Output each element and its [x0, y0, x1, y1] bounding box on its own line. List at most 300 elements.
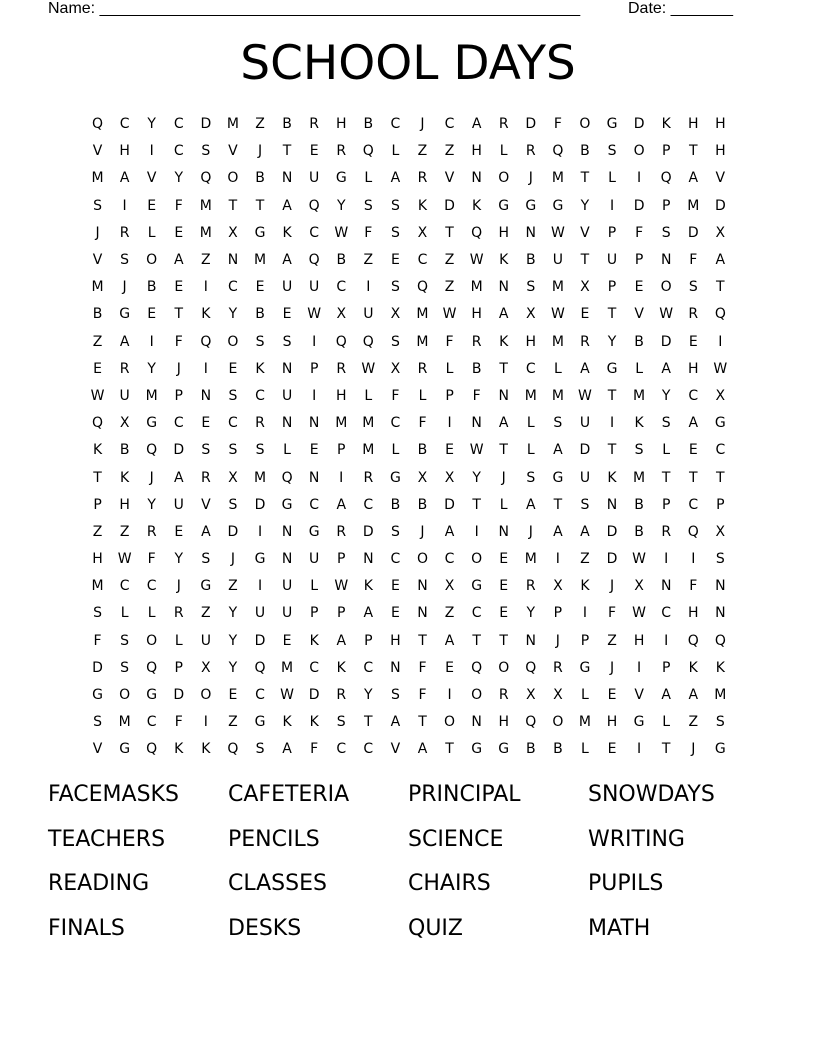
grid-letter: A [282, 197, 292, 214]
grid-letter: Y [472, 469, 481, 486]
grid-letter: X [525, 687, 536, 704]
grid-letter: C [390, 415, 401, 432]
grid-letter: S [201, 442, 211, 459]
grid-letter: A [526, 496, 536, 513]
grid-letter: Q [254, 659, 266, 676]
grid-row [84, 600, 734, 627]
word-bank-item: CAFETERIA [228, 782, 350, 807]
grid-letter: Z [92, 523, 103, 540]
grid-letter: K [607, 469, 617, 486]
grid-letter: Y [147, 496, 156, 513]
grid-letter: N [471, 415, 482, 432]
grid-letter: I [637, 170, 642, 187]
grid-letter: B [92, 306, 103, 323]
grid-letter: M [253, 252, 267, 269]
word-bank-item: WRITING [588, 826, 685, 852]
grid-letter: W [550, 306, 565, 323]
grid-letter: G [146, 687, 158, 704]
grid-letter: T [418, 632, 427, 649]
grid-letter: T [174, 306, 184, 323]
grid-letter: A [282, 252, 292, 269]
grid-letter: B [417, 496, 428, 513]
grid-letter: O [416, 551, 428, 568]
grid-letter: A [553, 523, 563, 540]
grid-letter: M [145, 387, 158, 404]
name-field-label: Name: ______________________________________________________ [48, 0, 581, 17]
grid-letter: D [579, 442, 591, 459]
grid-letter: Y [526, 605, 536, 622]
grid-letter: A [553, 442, 563, 459]
grid-letter: N [390, 659, 401, 676]
grid-letter: Z [363, 252, 374, 269]
grid-letter: U [281, 279, 293, 296]
grid-letter: Z [92, 333, 103, 350]
word-bank-item: TEACHERS [48, 826, 166, 852]
grid-letter: E [499, 551, 509, 568]
grid-letter: S [255, 741, 265, 758]
grid-letter: Z [444, 279, 455, 296]
grid-letter: W [469, 252, 484, 269]
grid-letter: F [391, 387, 400, 404]
grid-letter: L [418, 387, 427, 404]
grid-letter: M [91, 279, 104, 296]
grid-letter: K [417, 197, 428, 214]
grid-letter: Z [417, 143, 428, 160]
grid-letter: W [90, 387, 105, 404]
grid-letter: M [633, 469, 646, 486]
grid-letter: C [688, 496, 699, 513]
grid-letter: E [634, 279, 644, 296]
grid-letter: F [418, 659, 427, 676]
grid-letter: G [498, 741, 510, 758]
grid-letter: R [417, 170, 428, 187]
grid-letter: E [309, 442, 319, 459]
grid-letter: K [472, 197, 482, 214]
grid-letter: T [499, 632, 508, 649]
grid-letter: C [309, 496, 320, 513]
grid-letter: V [228, 143, 238, 160]
grid-letter: S [607, 143, 617, 160]
grid-letter: T [607, 387, 617, 404]
grid-letter: X [228, 469, 238, 486]
grid-letter: O [444, 714, 456, 731]
grid-letter: M [281, 659, 294, 676]
grid-letter: G [335, 170, 347, 187]
grid-letter: M [551, 279, 564, 296]
grid-letter: T [228, 197, 238, 214]
grid-letter: B [634, 496, 644, 513]
grid-letter: P [661, 143, 671, 160]
grid-letter: R [336, 143, 347, 160]
grid-row [84, 437, 734, 464]
grid-letter: P [337, 442, 346, 459]
grid-letter: Y [661, 387, 671, 404]
grid-letter: N [417, 578, 428, 595]
grid-letter: Q [714, 632, 726, 649]
word-bank [48, 778, 768, 956]
grid-letter: Y [174, 170, 184, 187]
grid-letter: V [92, 143, 103, 160]
grid-letter: T [445, 224, 454, 241]
word-search-grid [84, 111, 734, 764]
grid-letter: Z [688, 714, 699, 731]
grid-letter: P [661, 659, 671, 676]
grid-letter: K [580, 578, 590, 595]
grid-letter: I [664, 551, 669, 568]
grid-letter: Q [525, 659, 537, 676]
grid-letter: C [363, 741, 374, 758]
grid-letter: H [471, 143, 482, 160]
grid-letter: I [203, 360, 208, 377]
grid-letter: A [688, 170, 699, 187]
grid-row [84, 193, 734, 220]
grid-letter: S [336, 714, 346, 731]
grid-letter: A [390, 170, 401, 187]
grid-letter: R [471, 333, 482, 350]
grid-letter: A [661, 360, 671, 377]
grid-letter: B [471, 360, 482, 377]
grid-letter: Q [660, 170, 672, 187]
grid-letter: G [119, 306, 131, 323]
grid-letter: A [336, 496, 347, 513]
grid-letter: A [498, 306, 509, 323]
grid-letter: C [661, 605, 672, 622]
grid-letter: K [282, 224, 292, 241]
grid-letter: A [688, 415, 699, 432]
grid-letter: M [524, 551, 537, 568]
grid-letter: M [91, 170, 104, 187]
grid-letter: U [281, 578, 293, 595]
grid-letter: O [227, 333, 239, 350]
grid-letter: U [552, 252, 563, 269]
grid-letter: D [200, 116, 212, 133]
grid-letter: V [390, 741, 401, 758]
grid-letter: K [201, 741, 211, 758]
grid-letter: U [254, 605, 266, 622]
grid-letter: L [147, 605, 156, 622]
grid-letter: A [201, 523, 211, 540]
grid-letter: E [174, 523, 184, 540]
grid-letter: X [553, 578, 563, 595]
header-line [48, 0, 748, 20]
grid-letter: T [282, 143, 292, 160]
grid-letter: K [715, 659, 725, 676]
grid-letter: X [444, 578, 455, 595]
grid-letter: N [660, 252, 672, 269]
grid-letter: Y [228, 605, 238, 622]
grid-letter: D [606, 551, 618, 568]
grid-letter: G [606, 116, 618, 133]
grid-letter: Y [147, 360, 156, 377]
grid-letter: B [525, 741, 536, 758]
grid-letter: L [553, 360, 562, 377]
grid-letter: G [254, 714, 266, 731]
grid-letter: Q [471, 224, 483, 241]
grid-letter: I [149, 143, 154, 160]
grid-letter: Q [146, 659, 158, 676]
grid-letter: C [336, 741, 347, 758]
grid-letter: E [390, 605, 400, 622]
grid-letter: M [362, 442, 375, 459]
grid-letter: E [688, 442, 698, 459]
grid-letter: H [119, 143, 130, 160]
grid-letter: X [119, 415, 130, 432]
grid-letter: T [607, 442, 617, 459]
grid-letter: M [551, 333, 564, 350]
grid-letter: L [147, 224, 156, 241]
page-title: SCHOOL DAYS [240, 36, 576, 91]
grid-letter: D [633, 116, 645, 133]
grid-letter: L [526, 442, 535, 459]
grid-letter: E [228, 360, 238, 377]
grid-letter: K [499, 252, 509, 269]
grid-letter: C [715, 442, 726, 459]
grid-row [84, 356, 734, 383]
grid-letter: S [228, 387, 238, 404]
grid-letter: L [581, 741, 589, 758]
grid-letter: N [525, 632, 537, 649]
grid-letter: D [633, 197, 645, 214]
grid-letter: D [308, 687, 320, 704]
grid-letter: W [632, 605, 647, 622]
grid-letter: K [499, 333, 509, 350]
grid-letter: X [715, 224, 726, 241]
grid-letter: C [173, 116, 184, 133]
grid-letter: Q [362, 143, 374, 160]
grid-letter: E [580, 306, 590, 323]
grid-letter: L [635, 360, 643, 377]
grid-letter: K [336, 659, 346, 676]
grid-letter: T [499, 360, 508, 377]
grid-letter: O [227, 170, 239, 187]
grid-letter: N [308, 469, 320, 486]
grid-letter: W [334, 578, 349, 595]
grid-letter: A [173, 469, 184, 486]
grid-letter: Q [200, 333, 212, 350]
grid-letter: D [525, 116, 537, 133]
grid-letter: J [95, 224, 100, 241]
grid-letter: O [200, 687, 212, 704]
grid-letter: X [417, 224, 428, 241]
grid-letter: A [444, 523, 455, 540]
grid-letter: A [444, 632, 455, 649]
grid-letter: Z [119, 523, 130, 540]
grid-row [84, 410, 734, 437]
grid-letter: Q [200, 170, 212, 187]
grid-letter: G [471, 578, 483, 595]
grid-letter: R [255, 415, 265, 432]
grid-letter: A [580, 523, 590, 540]
grid-letter: S [93, 605, 102, 622]
grid-letter: A [173, 252, 184, 269]
grid-letter: F [445, 333, 454, 350]
grid-row [84, 492, 734, 519]
grid-row [84, 464, 734, 491]
grid-letter: B [336, 252, 347, 269]
grid-letter: X [634, 578, 644, 595]
grid-letter: L [364, 387, 373, 404]
grid-letter: C [390, 551, 401, 568]
grid-letter: G [498, 197, 510, 214]
grid-letter: E [282, 306, 292, 323]
grid-letter: Y [228, 306, 238, 323]
grid-letter: U [363, 306, 374, 323]
grid-letter: E [309, 143, 319, 160]
grid-letter: X [553, 687, 563, 704]
grid-letter: A [471, 116, 482, 133]
grid-letter: L [120, 605, 129, 622]
grid-letter: M [714, 687, 727, 704]
grid-letter: W [550, 224, 565, 241]
grid-letter: N [471, 714, 482, 731]
grid-letter: J [230, 551, 235, 568]
grid-letter: J [176, 360, 181, 377]
grid-letter: H [498, 714, 509, 731]
grid-letter: C [228, 415, 238, 432]
grid-letter: N [606, 496, 618, 513]
grid-letter: G [714, 741, 726, 758]
grid-letter: Q [146, 442, 158, 459]
grid-letter: F [147, 551, 156, 568]
grid-letter: W [307, 306, 322, 323]
grid-letter: I [447, 687, 452, 704]
grid-letter: L [662, 442, 671, 459]
grid-letter: C [255, 387, 265, 404]
grid-letter: N [715, 578, 726, 595]
grid-letter: B [553, 741, 563, 758]
grid-letter: J [122, 279, 127, 296]
grid-letter: S [390, 523, 400, 540]
grid-letter: H [390, 632, 401, 649]
grid-letter: A [282, 741, 292, 758]
grid-letter: I [257, 523, 263, 540]
grid-letter: D [714, 197, 726, 214]
grid-letter: V [444, 170, 455, 187]
grid-letter: B [255, 306, 265, 323]
grid-letter: K [174, 741, 184, 758]
grid-letter: H [119, 496, 130, 513]
grid-letter: R [200, 469, 211, 486]
word-bank-item: PENCILS [228, 826, 320, 852]
grid-letter: I [447, 415, 452, 432]
grid-letter: N [281, 523, 293, 540]
grid-letter: T [580, 252, 590, 269]
grid-letter: A [715, 252, 726, 269]
grid-letter: E [201, 415, 211, 432]
grid-letter: E [390, 578, 400, 595]
grid-letter: O [471, 687, 483, 704]
grid-letter: D [254, 632, 266, 649]
grid-letter: H [606, 714, 618, 731]
grid-letter: S [553, 415, 563, 432]
grid-letter: U [200, 632, 211, 649]
grid-letter: I [474, 523, 479, 540]
grid-letter: D [660, 333, 672, 350]
grid-row [84, 111, 734, 138]
grid-letter: T [688, 469, 698, 486]
grid-letter: S [661, 415, 671, 432]
grid-letter: T [661, 741, 671, 758]
grid-letter: D [444, 496, 455, 513]
grid-letter: C [390, 116, 401, 133]
grid-letter: S [526, 469, 536, 486]
grid-letter: N [525, 224, 537, 241]
grid-letter: B [417, 442, 428, 459]
word-bank-item: SNOWDAYS [588, 782, 715, 807]
grid-letter: Q [92, 116, 104, 133]
grid-letter: N [498, 279, 509, 296]
grid-row [84, 301, 734, 328]
grid-letter: W [361, 360, 376, 377]
grid-letter: W [713, 360, 728, 377]
grid-letter: M [687, 197, 700, 214]
grid-letter: E [445, 659, 454, 676]
grid-row [84, 165, 734, 192]
grid-letter: S [201, 551, 211, 568]
grid-letter: A [661, 687, 671, 704]
grid-letter: H [471, 306, 482, 323]
grid-letter: S [228, 442, 238, 459]
grid-letter: V [201, 496, 211, 513]
grid-letter: F [635, 224, 644, 241]
grid-letter: P [93, 496, 102, 513]
word-bank-item: QUIZ [408, 915, 463, 941]
grid-letter: N [200, 387, 212, 404]
grid-letter: G [579, 659, 591, 676]
grid-letter: Z [228, 578, 238, 595]
grid-letter: R [525, 578, 536, 595]
grid-letter: F [174, 714, 183, 731]
grid-letter: J [609, 578, 615, 595]
grid-letter: Y [364, 687, 373, 704]
grid-letter: X [228, 224, 238, 241]
grid-letter: C [417, 252, 428, 269]
grid-letter: S [390, 224, 400, 241]
grid-letter: V [580, 224, 590, 241]
grid-letter: P [309, 605, 319, 622]
grid-letter: L [391, 442, 400, 459]
grid-letter: Z [201, 252, 211, 269]
grid-letter: J [528, 170, 533, 187]
grid-letter: N [660, 578, 672, 595]
grid-letter: F [364, 224, 373, 241]
grid-letter: G [714, 415, 726, 432]
grid-letter: D [173, 687, 185, 704]
grid-letter: P [553, 605, 563, 622]
word-bank-item: FINALS [48, 915, 125, 941]
grid-letter: K [282, 714, 292, 731]
grid-letter: G [389, 469, 401, 486]
grid-letter: L [174, 632, 183, 649]
grid-letter: U [309, 551, 320, 568]
grid-letter: J [257, 143, 263, 160]
grid-letter: E [499, 578, 509, 595]
grid-letter: K [634, 415, 644, 432]
grid-row [84, 138, 734, 165]
grid-letter: C [525, 360, 536, 377]
grid-letter: A [498, 415, 509, 432]
date-field-label: Date: _______ [628, 0, 733, 17]
grid-letter: U [281, 387, 293, 404]
grid-letter: Q [471, 659, 483, 676]
grid-letter: M [633, 387, 646, 404]
grid-letter: Q [552, 143, 564, 160]
grid-row [84, 655, 734, 682]
grid-letter: G [92, 687, 103, 704]
grid-letter: X [336, 306, 347, 323]
grid-letter: A [119, 170, 130, 187]
grid-letter: Q [308, 252, 320, 269]
